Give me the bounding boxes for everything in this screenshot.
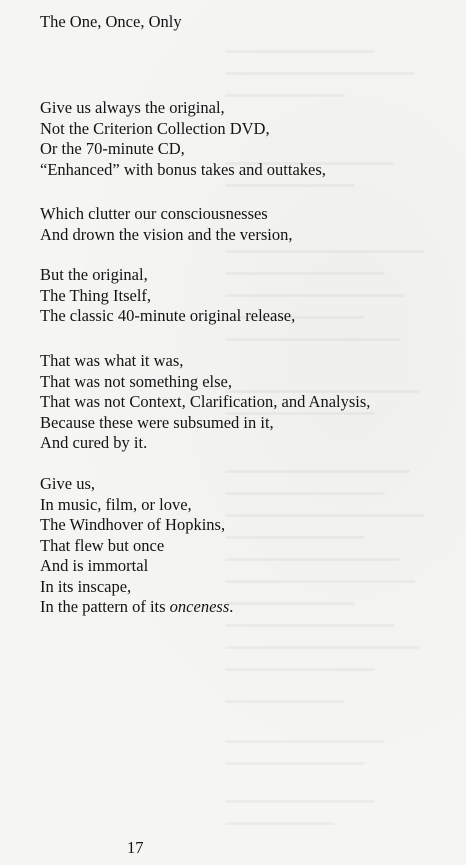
poem-last-line	[40, 597, 233, 618]
poem-line: But the original,	[40, 265, 148, 284]
stanza-2	[40, 204, 293, 245]
poem-line: That flew but once	[40, 535, 165, 555]
poem-line: Give us always the original,	[40, 98, 225, 117]
last-line-prefix: In the pattern of its	[40, 597, 170, 616]
poem-line: Give us,	[40, 474, 95, 493]
poem-line: Because these were subsumed in it,	[40, 412, 274, 432]
stanza-5	[40, 474, 233, 618]
poem-line: And drown the vision and the version,	[40, 224, 293, 244]
poem-line: That was what it was,	[40, 351, 184, 370]
poem-line: And cured by it.	[40, 433, 148, 452]
poem-line: The Windhover of Hopkins,	[40, 515, 226, 534]
page-number: 17	[127, 838, 144, 857]
last-line-suffix: .	[229, 597, 234, 616]
poem-line: That was not something else,	[40, 371, 233, 391]
poem-line: In its inscape,	[40, 576, 132, 596]
poem-line: That was not Context, Clarification, and Analysis,	[40, 392, 371, 411]
poem-line: “Enhanced” with bonus takes and outtakes,	[40, 159, 326, 179]
poem-line: Or the 70-minute CD,	[40, 139, 185, 158]
poem-line: And is immortal	[40, 556, 149, 575]
stanza-3	[40, 265, 295, 327]
emphasis-word: onceness	[169, 597, 230, 616]
poem-line: In music, film, or love,	[40, 494, 192, 514]
poem-line: The Thing Itself,	[40, 285, 152, 305]
poem-line: Which clutter our consciousnesses	[40, 204, 268, 223]
stanza-1	[40, 98, 326, 180]
poem-line: The classic 40-minute original release,	[40, 306, 296, 325]
poem-line: Not the Criterion Collection DVD,	[40, 118, 270, 138]
stanza-4	[40, 351, 370, 454]
poem-title: The One, Once, Only	[40, 12, 182, 31]
